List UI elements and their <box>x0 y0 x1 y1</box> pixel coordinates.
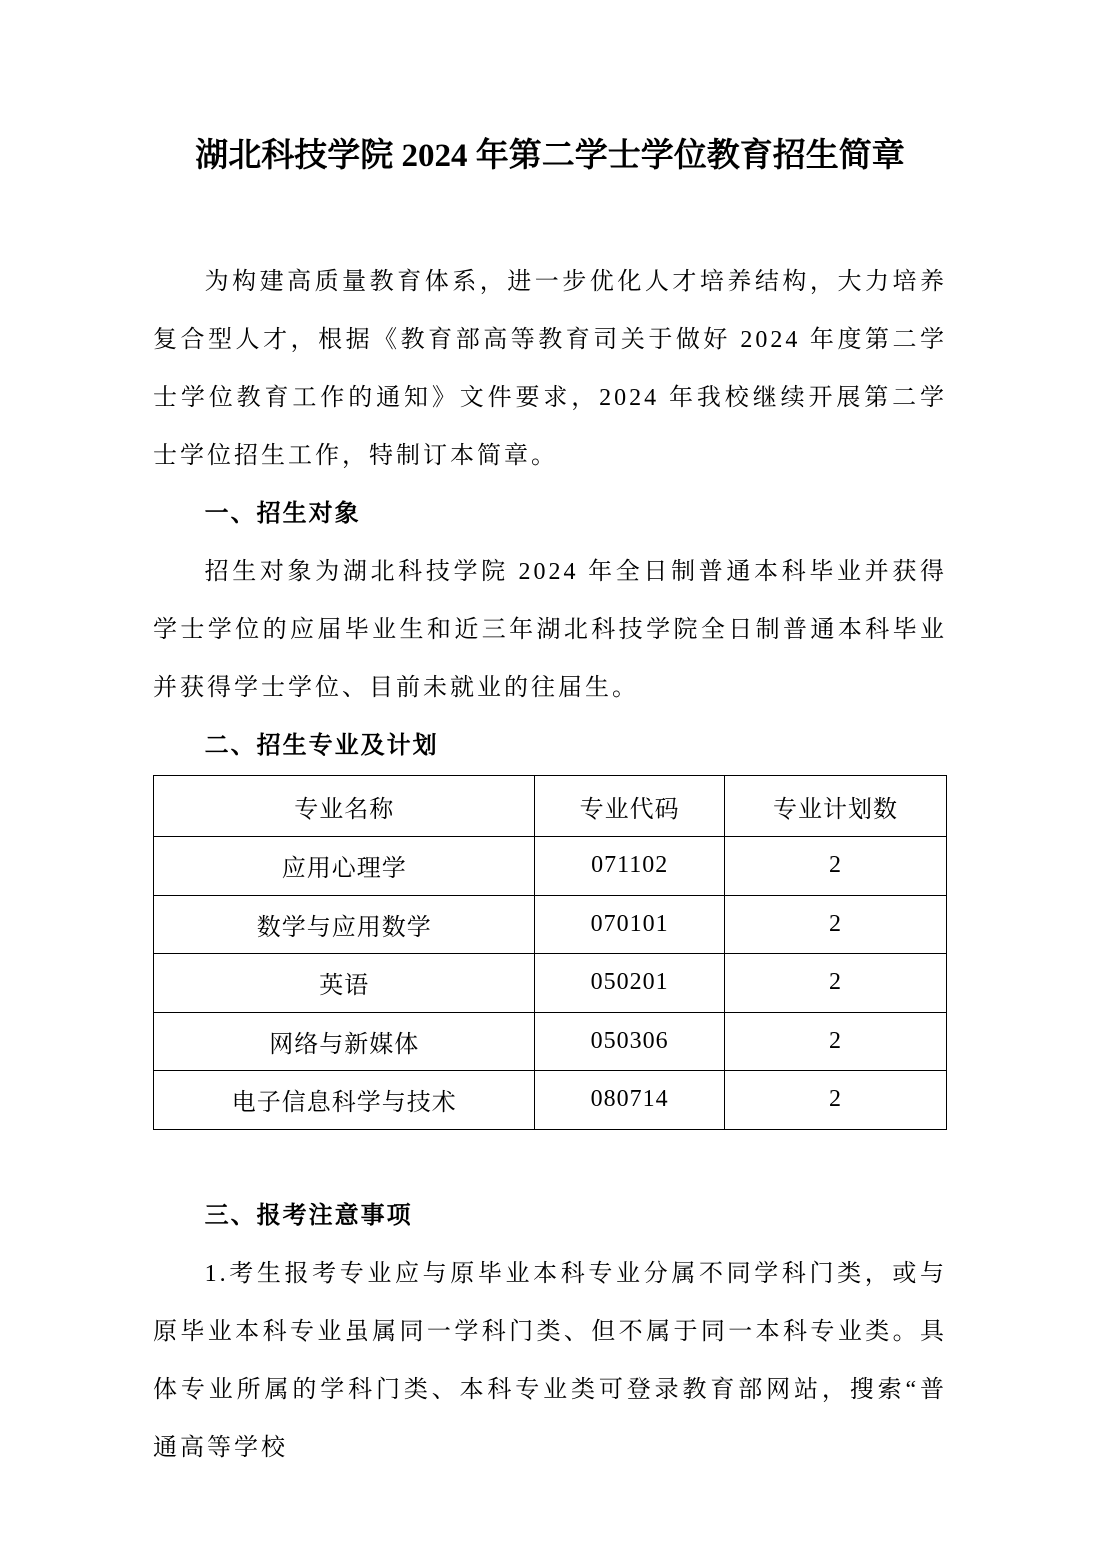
page-title: 湖北科技学院 2024 年第二学士学位教育招生简章 <box>195 138 905 174</box>
major-name-cell: 网络与新媒体 <box>154 1012 535 1071</box>
section-3-heading: 三、报考注意事项 <box>204 1201 413 1229</box>
plan-count-cell: 2 <box>724 954 946 1013</box>
admission-plan-table <box>153 775 947 1130</box>
plan-count-cell: 2 <box>724 1012 946 1071</box>
major-name-cell: 英语 <box>154 954 535 1013</box>
table-row <box>154 1012 947 1071</box>
section-1-heading: 一、招生对象 <box>204 500 361 527</box>
major-name-cell: 数学与应用数学 <box>154 895 535 954</box>
plan-count-cell: 2 <box>724 1071 946 1130</box>
table-row <box>154 895 947 954</box>
major-code-cell: 080714 <box>535 1071 725 1130</box>
intro-paragraph: 为构建高质量教育体系，进一步优化人才培养结构，大力培养复合型人才，根据《教育部高等教育司关于做好 2024 年度第二学士学位教育工作的通知》文件要求，2024 年我校继续开展第二学士学位招生工作，特制订本简章。 <box>153 269 947 469</box>
major-code-cell: 070101 <box>535 895 725 954</box>
major-name-cell: 电子信息科学与技术 <box>154 1071 535 1130</box>
column-header-plan-count: 专业计划数 <box>724 776 946 837</box>
table-row <box>154 837 947 896</box>
table-row <box>154 1071 947 1130</box>
plan-count-cell: 2 <box>724 895 946 954</box>
major-code-cell: 071102 <box>535 837 725 896</box>
column-header-major-code: 专业代码 <box>535 776 725 837</box>
major-name-cell: 应用心理学 <box>154 837 535 896</box>
section-3-paragraph: 1.考生报考专业应与原毕业本科专业分属不同学科门类，或与原毕业本科专业虽属同一学科门类、但不属于同一本科专业类。具体专业所属的学科门类、本科专业类可登录教育部网站，搜索“普通高等学校 <box>153 1260 947 1461</box>
section-1-paragraph: 招生对象为湖北科技学院 2024 年全日制普通本科毕业并获得学士学位的应届毕业生和近三年湖北科技学院全日制普通本科毕业并获得学士学位、目前未就业的往届生。 <box>153 559 947 701</box>
table-header-row <box>154 776 947 837</box>
major-code-cell: 050306 <box>535 1012 725 1071</box>
major-code-cell: 050201 <box>535 954 725 1013</box>
column-header-major-name: 专业名称 <box>154 776 535 837</box>
section-2-heading: 二、招生专业及计划 <box>204 732 439 759</box>
table-row <box>154 954 947 1013</box>
plan-count-cell: 2 <box>724 837 946 896</box>
